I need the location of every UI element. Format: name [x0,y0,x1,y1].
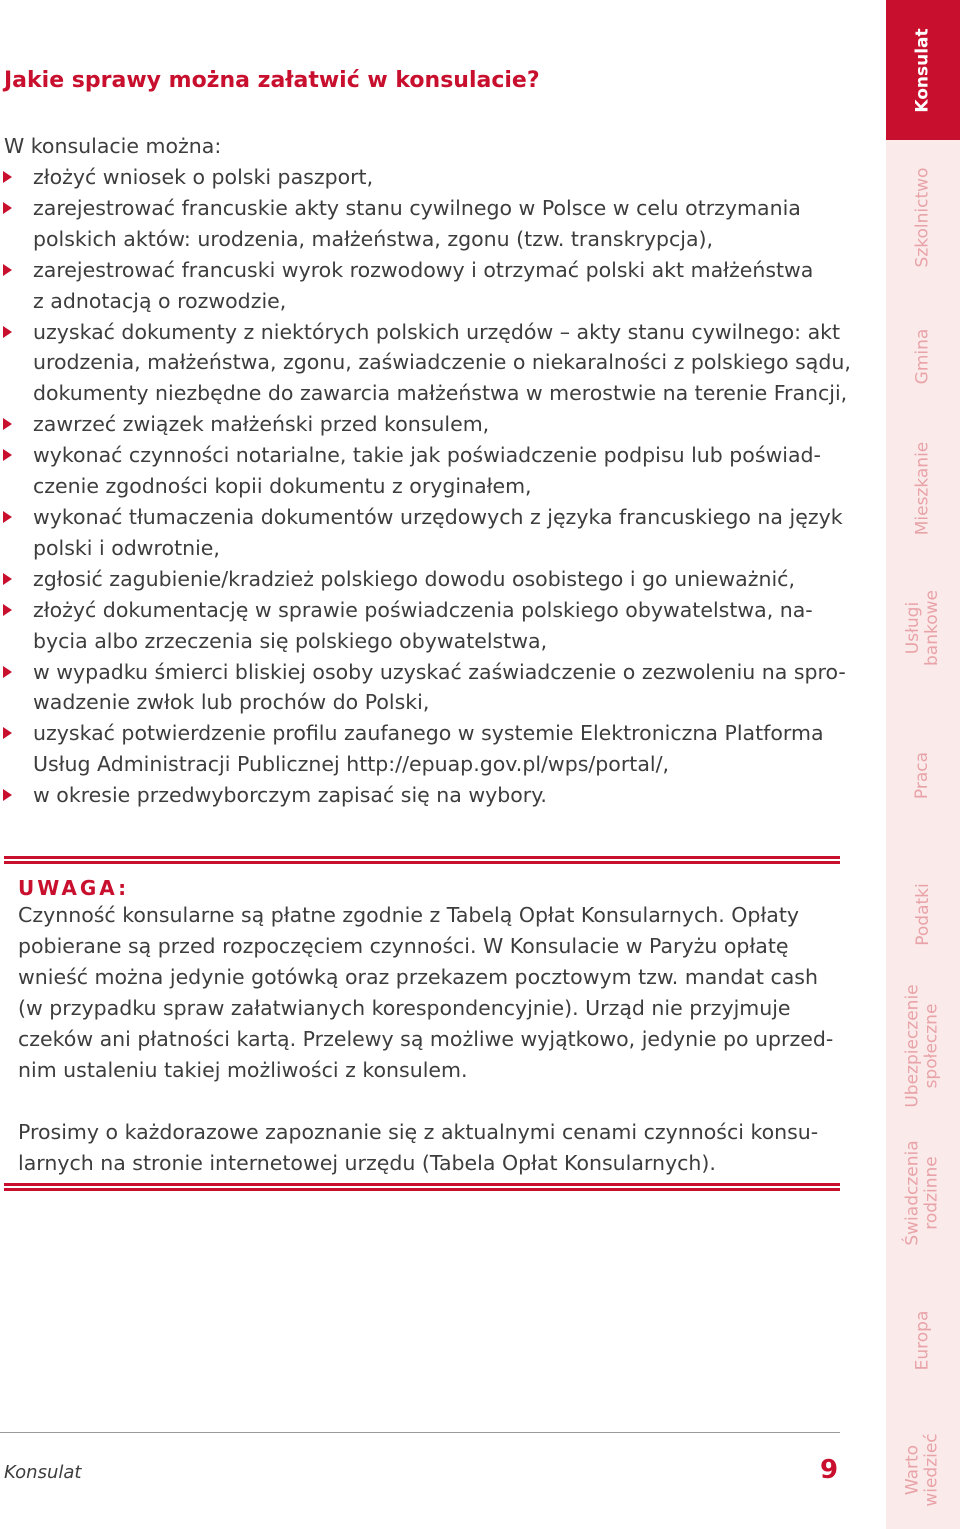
sidebar-tab-label [904,984,942,1107]
note-paragraph-fees [18,900,833,1085]
note-text-line: Czynność konsularne są płatne zgodnie z Tabelą Opłat Konsularnych. Opłaty [18,903,800,927]
sidebar-tab-label-line: Podatki [912,882,933,946]
list-item [0,595,850,657]
list-item-text: w okresie przedwyborczym zapisać się na wybory. [33,783,547,808]
list-item-text: zgłosić zagubienie/kradzież polskiego dowodu osobistego i go unieważnić, [33,566,795,591]
list-item-text: polskich aktów: urodzenia, małżeństwa, zgonu (tzw. transkrypcja), [33,226,714,251]
sidebar-tab-label [914,167,933,267]
sidebar-tab-label-line: Gmina [912,328,933,384]
note-text-line: nim ustaleniu takiej możliwości z konsulem. [18,1057,468,1082]
sidebar-tab-mieszkanie[interactable] [886,418,960,558]
list-item [0,317,850,410]
bullet-triangle-icon [3,171,12,183]
list-item [0,780,850,811]
list-item [0,564,850,595]
sidebar-tab-label-line: Konsulat [912,27,933,113]
note-text-line: wnieść można jedynie gotówką oraz przekazem pocztowym tzw. mandat cash [18,964,818,989]
sidebar-tab-label [904,1433,942,1506]
note-text-line: Prosimy o każdorazowe zapoznanie się z aktualnymi cenami czynności konsu- [18,1120,819,1144]
sidebar-tab-label-line: Świadczenia [903,1140,923,1246]
list-item-text: wykonać tłumaczenia dokumentów urzędowych z języka francuskiego na język [33,504,843,529]
list-item-text: w wypadku śmierci bliskiej osoby uzyskać zaświadczenie o zezwoleniu na spro- [33,659,846,684]
list-item [0,502,850,564]
list-item [0,162,850,193]
list-item-text: czenie zgodności kopii dokumentu z oryginałem, [33,474,532,499]
list-item-text: Usług Administracji Publicznej http://epuap.gov.pl/wps/portal/, [33,752,670,777]
list-item [0,193,850,255]
sidebar-tab-podatki[interactable] [886,852,960,976]
list-item-text: zawrzeć związek małżeński przed konsulem, [33,412,490,437]
list-item-text: bycia albo zrzeczenia się polskiego obywatelstwa, [33,628,548,653]
sidebar-tab-label [914,751,933,798]
sidebar-tab-ubezpieczenie-społeczne[interactable] [886,976,960,1116]
note-top-rule [4,856,840,864]
bullet-triangle-icon [3,449,12,461]
sidebar-tab-label-line: Ubezpieczenie [903,984,923,1108]
sidebar-tab-label [904,1140,942,1245]
sidebar-tab-usługi-bankowe[interactable] [886,558,960,698]
intro-text: W konsulacie można: [4,134,222,158]
sidebar-tab-label-line: wiedzieć [922,1432,942,1507]
section-sidebar [886,0,960,1529]
bullet-triangle-icon [3,202,12,214]
list-item-text: z adnotacją o rozwodzie, [33,288,287,313]
note-text-line: pobierane są przed rozpoczęciem czynności. W Konsulacie w Paryżu opłatę [18,933,789,958]
list-item [0,657,850,719]
list-item [0,255,850,317]
sidebar-tab-label-line: Usługi [903,601,923,655]
bullet-triangle-icon [3,511,12,523]
note-text-line: larnych na stronie internetowej urzędu (Tabela Opłat Konsularnych). [18,1150,716,1175]
list-item-text: złożyć wniosek o polski paszport, [33,165,374,189]
list-item-text: wykonać czynności notarialne, takie jak poświadczenie podpisu lub poświad- [33,443,821,468]
note-title: UWAGA: [18,876,130,900]
sidebar-tab-gmina[interactable] [886,294,960,418]
note-paragraph-prices [18,1117,818,1179]
bullet-triangle-icon [3,727,12,739]
services-list [0,162,850,811]
sidebar-tab-label [914,328,933,384]
sidebar-tab-label-line: Europa [912,1310,933,1370]
list-item [0,718,850,780]
note-text-line: (w przypadku spraw załatwianych korespondencyjnie). Urząd nie przyjmuje [18,995,791,1020]
footer-section-label: Konsulat [4,1462,82,1483]
sidebar-tab-label [914,1310,933,1370]
footer-divider [0,1432,840,1433]
bullet-triangle-icon [3,573,12,585]
sidebar-tab-label [914,28,933,112]
bullet-triangle-icon [3,326,12,338]
list-item-text: zarejestrować francuskie akty stanu cywilnego w Polsce w celu otrzymania [33,195,801,220]
sidebar-tab-label-line: Mieszkanie [912,441,933,535]
sidebar-tab-label [914,441,933,535]
bullet-triangle-icon [3,604,12,616]
bullet-triangle-icon [3,666,12,678]
list-item-text: urodzenia, małżeństwa, zgonu, zaświadczenie o niekaralności z polskiego sądu, [33,350,851,375]
list-item [0,440,850,502]
sidebar-tab-label [914,883,933,946]
note-bottom-rule [4,1183,840,1191]
sidebar-tab-label-line: społeczne [922,1003,942,1089]
note-text-line: czeków ani płatności kartą. Przelewy są możliwe wyjątkowo, jedynie po uprzed- [18,1026,834,1051]
bullet-triangle-icon [3,264,12,276]
sidebar-tab-świadczenia-rodzinne[interactable] [886,1116,960,1270]
list-item-text: uzyskać potwierdzenie profilu zaufanego w systemie Elektroniczna Platforma [33,721,824,746]
sidebar-tab-szkolnictwo[interactable] [886,140,960,294]
list-item-text: złożyć dokumentację w sprawie poświadczenia polskiego obywatelstwa, na- [33,597,813,622]
page-number: 9 [820,1455,839,1485]
sidebar-tab-label-line: Warto [903,1444,923,1495]
list-item [0,409,850,440]
bullet-triangle-icon [3,418,12,430]
sidebar-tab-praca[interactable] [886,698,960,852]
list-item-text: polski i odwrotnie, [33,535,220,560]
sidebar-tab-warto-wiedzieć[interactable] [886,1410,960,1529]
page-heading: Jakie sprawy można załatwić w konsulacie? [4,68,540,93]
sidebar-tab-konsulat[interactable] [886,0,960,140]
sidebar-tab-label-line: bankowe [922,590,942,666]
sidebar-tab-label-line: Szkolnictwo [912,167,933,267]
sidebar-tab-label-line: rodzinne [922,1156,942,1230]
list-item-text: zarejestrować francuski wyrok rozwodowy i otrzymać polski akt małżeństwa [33,257,814,282]
list-item-text: wadzenie zwłok lub prochów do Polski, [33,690,430,715]
sidebar-tab-label [904,590,942,666]
sidebar-tab-europa[interactable] [886,1270,960,1410]
list-item-text: uzyskać dokumenty z niektórych polskich urzędów – akty stanu cywilnego: akt [33,319,841,344]
sidebar-tab-label-line: Praca [912,751,933,799]
list-item-text: dokumenty niezbędne do zawarcia małżeństwa w merostwie na terenie Francji, [33,381,848,406]
bullet-triangle-icon [3,789,12,801]
